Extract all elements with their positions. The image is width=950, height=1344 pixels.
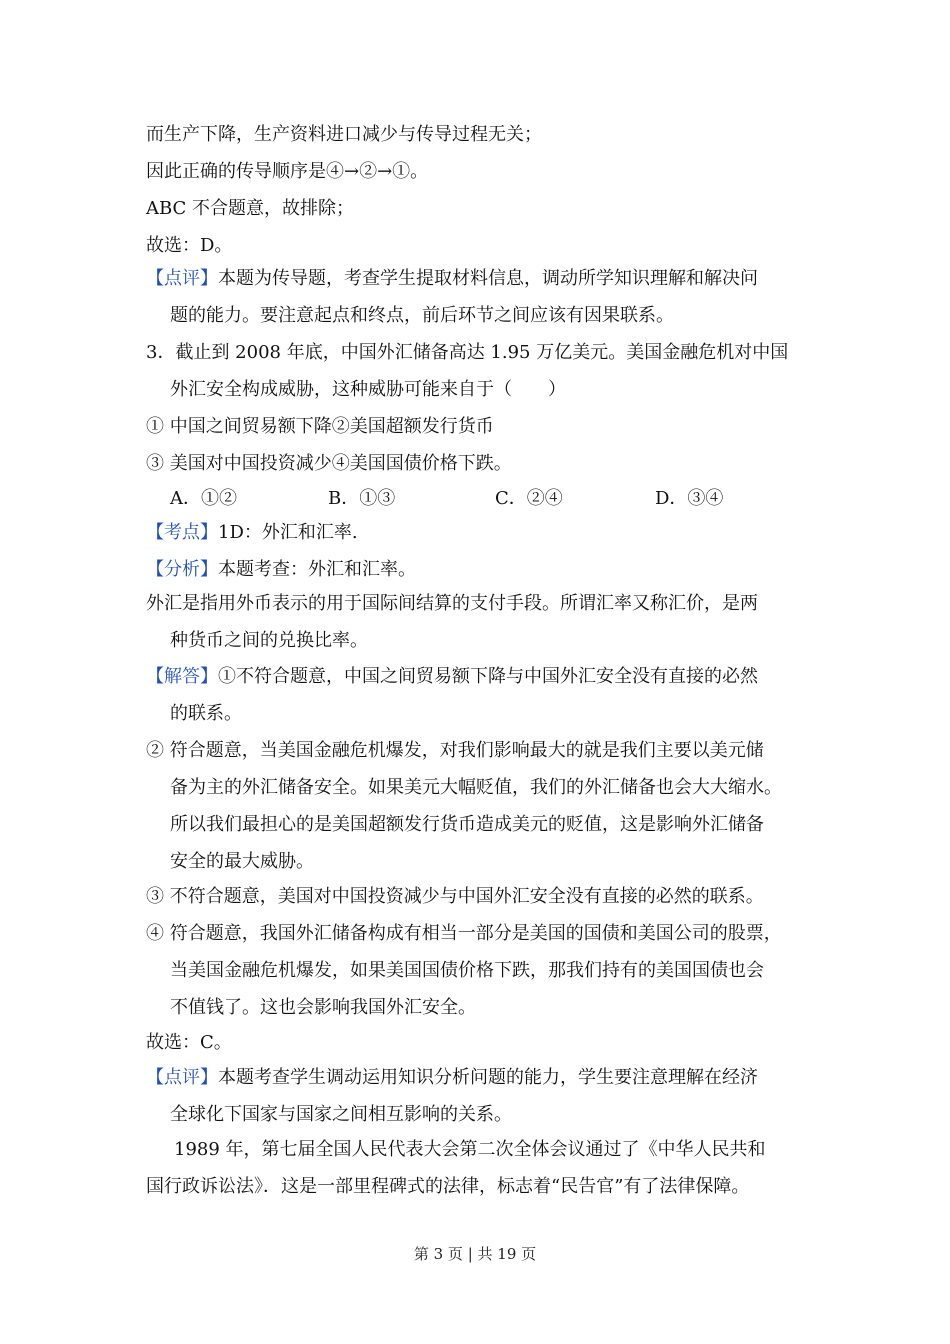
comment-text: 本题考查学生调动运用知识分析问题的能力，学生要注意理解在经济 [218, 1067, 758, 1088]
text-line: 因此正确的传导顺序是④→②→①。 [146, 161, 429, 182]
comment-text: 本题为传导题，考查学生提取材料信息，调动所学知识理解和解决问 [218, 268, 758, 289]
analysis-line [146, 558, 416, 582]
comment-line [146, 1066, 758, 1090]
analysis-tag: 【分析】 [146, 559, 218, 580]
text-line: 故选：C。 [146, 1032, 232, 1053]
option-d: D．③④ [655, 488, 724, 509]
kaodian-line [146, 521, 358, 545]
text-line: 国行政诉讼法》．这是一部里程碑式的法律，标志着“民告官”有了法律保障。 [146, 1176, 750, 1197]
text-line: 的联系。 [170, 703, 242, 724]
text-line: 1989 年，第七届全国人民代表大会第二次全体会议通过了《中华人民共和 [174, 1139, 766, 1160]
comment-line [146, 267, 758, 291]
question-item: ① 中国之间贸易额下降②美国超额发行货币 [146, 416, 494, 437]
text-line: ④ 符合题意，我国外汇储备构成有相当一部分是美国的国债和美国公司的股票， [146, 923, 782, 944]
option-a: A．①② [170, 488, 237, 509]
kaodian-text: 1D：外汇和汇率. [218, 522, 358, 543]
text-line: ③ 不符合题意，美国对中国投资减少与中国外汇安全没有直接的必然的联系。 [146, 886, 764, 907]
text-line: 安全的最大威胁。 [170, 851, 314, 872]
text-line: 全球化下国家与国家之间相互影响的关系。 [170, 1104, 512, 1125]
text-line: 备为主的外汇储备安全。如果美元大幅贬值，我们的外汇储备也会大大缩水。 [170, 777, 782, 798]
text-line: 所以我们最担心的是美国超额发行货币造成美元的贬值，这是影响外汇储备 [170, 814, 764, 835]
text-line: 外汇是指用外币表示的用于国际间结算的支付手段。所谓汇率又称汇价，是两 [146, 593, 758, 614]
text-line: 题的能力。要注意起点和终点，前后环节之间应该有因果联系。 [170, 305, 674, 326]
analysis-text: 本题考查：外汇和汇率。 [218, 559, 416, 580]
page-footer: 第 3 页 | 共 19 页 [413, 1245, 537, 1263]
text-line: ABC 不合题意，故排除； [146, 198, 355, 219]
kaodian-tag: 【考点】 [146, 522, 218, 543]
comment-tag: 【点评】 [146, 268, 218, 289]
text-line: 故选：D。 [146, 235, 233, 256]
text-line: 而生产下降，生产资料进口减少与传导过程无关； [146, 124, 542, 145]
answer-text: ①不符合题意，中国之间贸易额下降与中国外汇安全没有直接的必然 [218, 666, 758, 687]
question-stem: 3．截止到 2008 年底，中国外汇储备高达 1.95 万亿美元。美国金融危机对中国 [146, 342, 789, 363]
text-line: 种货币之间的兑换比率。 [170, 630, 368, 651]
question-stem: 外汇安全构成威胁，这种威胁可能来自于（ ） [170, 379, 566, 400]
comment-tag: 【点评】 [146, 1067, 218, 1088]
text-line: 当美国金融危机爆发，如果美国国债价格下跌，那我们持有的美国国债也会 [170, 960, 764, 981]
answer-tag: 【解答】 [146, 666, 218, 687]
text-line: ② 符合题意，当美国金融危机爆发，对我们影响最大的就是我们主要以美元储 [146, 740, 764, 761]
answer-line [146, 665, 758, 689]
question-item: ③ 美国对中国投资减少④美国国债价格下跌。 [146, 453, 512, 474]
option-c: C．②④ [495, 488, 563, 509]
option-b: B．①③ [328, 488, 396, 509]
text-line: 不值钱了。这也会影响我国外汇安全。 [170, 997, 476, 1018]
